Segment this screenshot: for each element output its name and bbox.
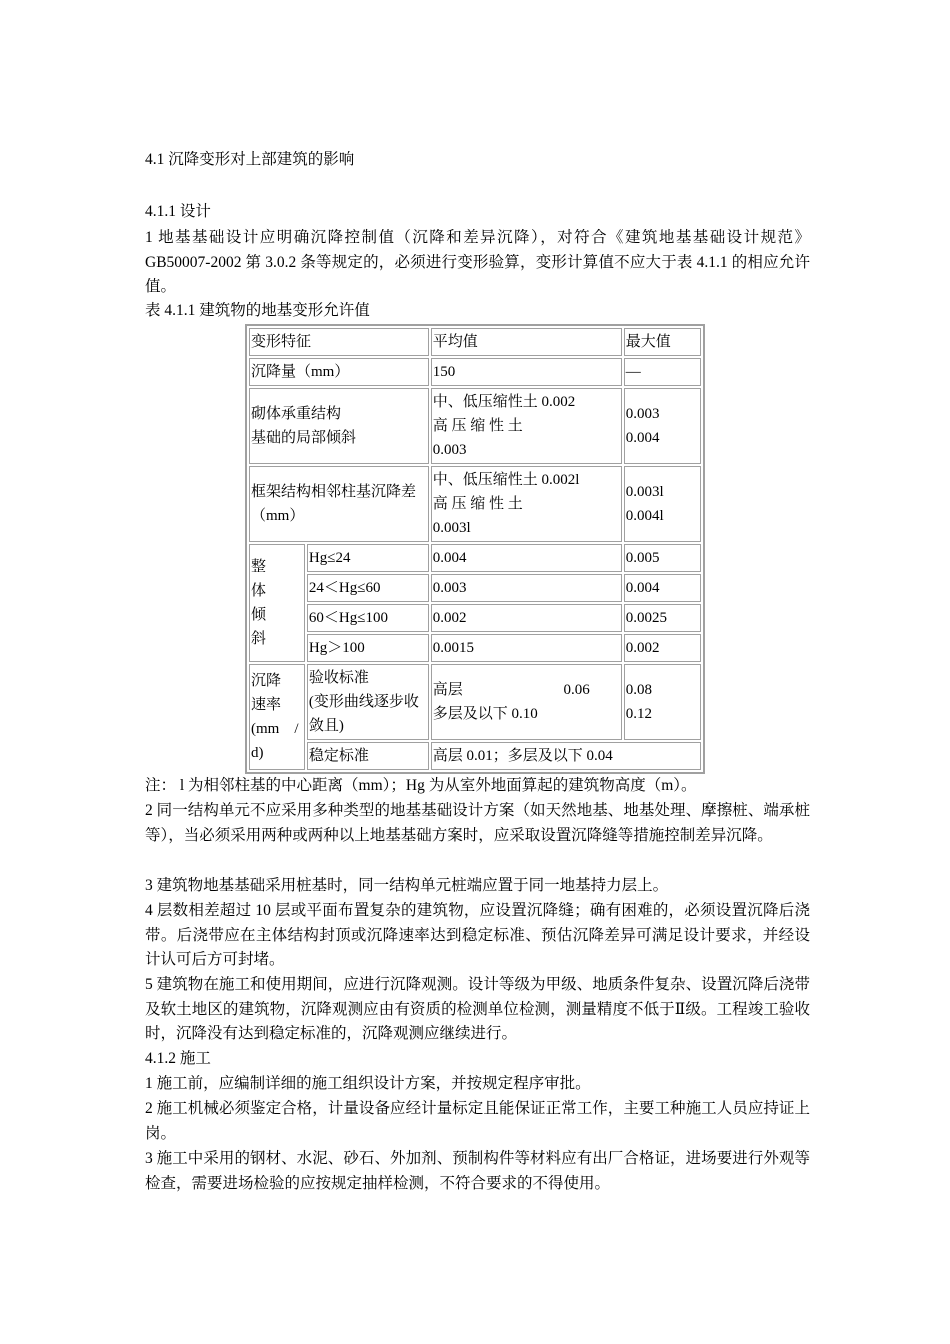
paragraph-2: 2 同一结构单元不应采用多种类型的地基基础设计方案（如天然地基、地基处理、摩擦桩、端承桩等），当必须采用两种或两种以上地基基础方案时，应采取设置沉降缝等措施控制差异沉降。 bbox=[145, 802, 810, 844]
cell-text: 0.06 bbox=[563, 682, 590, 698]
table-row bbox=[249, 742, 701, 770]
table-cell bbox=[249, 388, 429, 464]
table-cell: 0.004 bbox=[431, 544, 622, 572]
table-cell: 稳定标准 bbox=[307, 742, 429, 770]
cell-line: 沉降 bbox=[251, 673, 282, 689]
header-average: 平均值 bbox=[431, 328, 622, 356]
cell-line: 0.004 bbox=[625, 430, 660, 446]
table-cell: 0.003 bbox=[431, 574, 622, 602]
cell-text: 高层 bbox=[432, 682, 463, 698]
cell-line: 0.003 bbox=[625, 406, 660, 422]
cell-line: 0.003l bbox=[625, 484, 664, 500]
table-cell bbox=[307, 664, 429, 740]
table-row bbox=[249, 604, 701, 632]
deformation-allowance-table bbox=[245, 324, 705, 774]
paragraph-1: 1 地基基础设计应明确沉降控制值（沉降和差异沉降），对符合《建筑地基基础设计规范》GB50007-2002 第 3.0.2 条等规定的，必须进行变形验算，变形计算值不应大于表 4.1.1 的相应允许值。 bbox=[145, 229, 810, 295]
table-cell: 0.004 bbox=[624, 574, 701, 602]
cell-line: 基础的局部倾斜 bbox=[251, 430, 357, 446]
table-cell: Hg＞100 bbox=[307, 634, 429, 662]
table-caption: 表 4.1.1 建筑物的地基变形允许值 bbox=[145, 302, 370, 319]
table-cell: 24＜Hg≤60 bbox=[307, 574, 429, 602]
table-cell bbox=[431, 664, 622, 740]
table-cell: 0.0025 bbox=[624, 604, 701, 632]
table-header-row bbox=[249, 328, 701, 356]
table-cell bbox=[624, 388, 701, 464]
subsection-design-heading: 4.1.1 设计 bbox=[145, 203, 211, 220]
cell-line: 0.003l bbox=[432, 520, 471, 536]
cell-line: 验收标准 bbox=[308, 670, 369, 686]
tilt-label-cell bbox=[249, 544, 305, 662]
cell-line: 中、低压缩性土 0.002l bbox=[432, 472, 580, 488]
table-row bbox=[249, 664, 701, 740]
cell-line bbox=[433, 678, 620, 702]
cell-line: 0.08 bbox=[625, 682, 653, 698]
table-cell bbox=[431, 388, 622, 464]
section-title: 4.1 沉降变形对上部建筑的影响 bbox=[145, 151, 355, 168]
paragraph-4: 4 层数相差超过 10 层或平面布置复杂的建筑物，应设置沉降缝；确有困难的，必须设置沉降后浇带。后浇带应在主体结构封顶或沉降速率达到稳定标准、预估沉降差异可满足设计要求，并经设计认可后方可封堵。 bbox=[145, 902, 810, 968]
table-cell: 0.002 bbox=[624, 634, 701, 662]
cell-line: （mm） bbox=[251, 508, 305, 524]
table-cell: Hg≤24 bbox=[307, 544, 429, 572]
cell-line: 0.003 bbox=[432, 442, 467, 458]
cell-line: 砌体承重结构 bbox=[251, 406, 342, 422]
cell-line: (变形曲线逐步收敛且) bbox=[308, 694, 419, 734]
cell-line: 框架结构相邻柱基沉降差 bbox=[251, 484, 417, 500]
table-cell: 沉降量（mm） bbox=[249, 358, 429, 386]
construction-item-1: 1 施工前，应编制详细的施工组织设计方案，并按规定程序审批。 bbox=[145, 1075, 591, 1092]
table-cell bbox=[431, 466, 622, 542]
table-cell bbox=[624, 664, 701, 740]
table-cell: 0.005 bbox=[624, 544, 701, 572]
table-cell: 0.0015 bbox=[431, 634, 622, 662]
header-characteristic: 变形特征 bbox=[249, 328, 429, 356]
table-cell: 60＜Hg≤100 bbox=[307, 604, 429, 632]
table-row bbox=[249, 574, 701, 602]
cell-line: 速率 bbox=[251, 697, 282, 713]
construction-item-3: 3 施工中采用的钢材、水泥、砂石、外加剂、预制构件等材料应有出厂合格证，进场要进行外观等检查，需要进场检验的应按规定抽样检测，不符合要求的不得使用。 bbox=[145, 1150, 810, 1192]
cell-line: 高 压 缩 性 土 bbox=[432, 418, 523, 434]
paragraph-5: 5 建筑物在施工和使用期间，应进行沉降观测。设计等级为甲级、地质条件复杂、设置沉降后浇带及软土地区的建筑物，沉降观测应由有资质的检测单位检测，测量精度不低于Ⅱ级。工程竣工验收时，沉降没有达到稳定标准的，沉降观测应继续进行。 bbox=[145, 976, 810, 1042]
table-cell: 0.002 bbox=[431, 604, 622, 632]
cell-line: (mm / bbox=[251, 721, 299, 737]
table-cell: 150 bbox=[431, 358, 622, 386]
cell-line: 高 压 缩 性 土 bbox=[432, 496, 523, 512]
table-row bbox=[249, 634, 701, 662]
table-row bbox=[249, 466, 701, 542]
table-row bbox=[249, 544, 701, 572]
cell-line: 多层及以下 0.10 bbox=[432, 706, 538, 722]
construction-item-2: 2 施工机械必须鉴定合格，计量设备应经计量标定且能保证正常工作，主要工种施工人员应持证上岗。 bbox=[145, 1100, 810, 1142]
table-cell: — bbox=[624, 358, 701, 386]
rate-label-cell bbox=[249, 664, 305, 770]
tilt-label: 整 体 倾 斜 bbox=[251, 559, 275, 647]
table-row bbox=[249, 388, 701, 464]
cell-line: 0.12 bbox=[625, 706, 653, 722]
cell-line: 中、低压缩性土 0.002 bbox=[432, 394, 576, 410]
header-maximum: 最大值 bbox=[624, 328, 701, 356]
table-cell bbox=[249, 466, 429, 542]
cell-line: d) bbox=[251, 745, 264, 761]
table-cell bbox=[624, 466, 701, 542]
table-row bbox=[249, 358, 701, 386]
cell-line: 0.004l bbox=[625, 508, 664, 524]
paragraph-3: 3 建筑物地基基础采用桩基时，同一结构单元桩端应置于同一地基持力层上。 bbox=[145, 877, 669, 894]
subsection-construction-heading: 4.1.2 施工 bbox=[145, 1050, 211, 1067]
table-cell: 高层 0.01；多层及以下 0.04 bbox=[431, 742, 701, 770]
table-note: 注： l 为相邻柱基的中心距离（mm）；Hg 为从室外地面算起的建筑物高度（m）。 bbox=[145, 777, 697, 794]
